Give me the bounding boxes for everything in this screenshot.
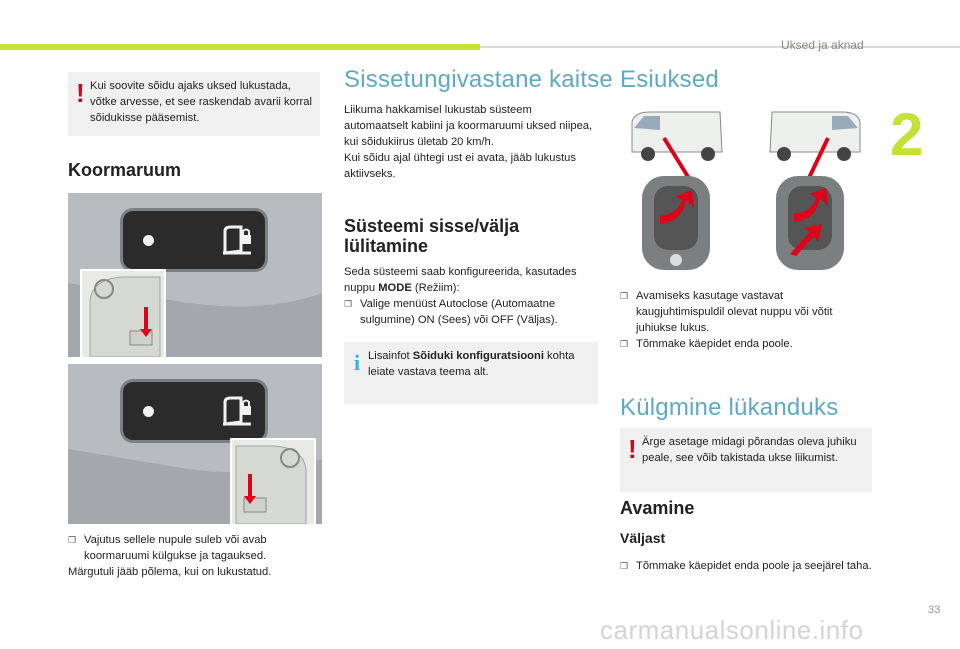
heading-outside: Väljast [620, 530, 666, 546]
lock-button-panel [123, 211, 265, 269]
indicator-light-icon [143, 235, 154, 246]
section-title: Uksed ja aknad [781, 38, 864, 52]
list-item [620, 288, 874, 336]
van-left-icon [632, 112, 722, 180]
door-lock-icon [221, 394, 255, 428]
info-note-text [368, 348, 592, 380]
list-item-text: Tõmmake käepidet enda poole. [636, 338, 793, 350]
outside-bullets [620, 558, 874, 574]
door-lock-icon [221, 223, 255, 257]
cab-diagram-inset [80, 269, 166, 357]
cab-door-diagram [82, 271, 164, 357]
heading-koormaruum: Koormaruum [68, 160, 182, 180]
list-item-text: Avamiseks kasutage vastavat kaugjuhtimispuldil olevat nuppu või võtit juhiukse lukus. [636, 290, 833, 334]
heading-sliding-door: Külgmine lükanduks [620, 394, 839, 421]
info-text-start: Lisainfot [368, 350, 413, 362]
page-number: 33 [928, 604, 941, 616]
info-link-text: Sõiduki konfiguratsiooni [412, 350, 544, 362]
chapter-number: 2 [890, 101, 924, 168]
heading-anti-intrusion: Sissetungivastane kaitse [344, 66, 613, 93]
config-text-start: Seda süsteemi saab konfigureerida, kasutades nuppu [344, 266, 577, 294]
exclamation-warning-icon: ! [76, 78, 85, 108]
heading-line-2: lülitamine [344, 236, 429, 256]
warning-note-text: Ärge asetage midagi põrandas oleva juhiku peale, see võib takistada ukse liikumist. [642, 436, 857, 464]
watermark: carmanualsonline.info [600, 615, 864, 645]
accent-bar [0, 44, 480, 50]
lock-button-panel-2 [123, 382, 265, 440]
config-paragraph [344, 264, 598, 328]
info-text-end: kohta leiate vastava teema alt. [368, 350, 575, 378]
door-handle-icon [642, 176, 710, 270]
list-item [344, 296, 598, 328]
heading-front-doors: Esiuksed [620, 66, 719, 93]
warning-note-text: Kui soovite sõidu ajaks uksed lukustada, võtke arvesse, et see raskendab avarii korral sõidukisse pääsemist. [90, 80, 312, 124]
heading-line-1: Süsteemi sisse/välja [344, 216, 520, 236]
heading-system-toggle [344, 216, 519, 256]
warning-note [68, 72, 320, 136]
list-item-text: Vajutus sellele nupule suleb või avab koormaruumi külgukse ja tagauksed. [84, 534, 267, 562]
cargo-lock-button-photo-1 [68, 193, 322, 357]
list-item [620, 558, 874, 574]
heading-opening: Avamine [620, 498, 695, 518]
front-door-illustration [620, 104, 874, 274]
indicator-paragraph: Märgutuli jääb põlema, kui on lukustatud. [68, 566, 272, 578]
list-item-text: Tõmmake käepidet enda poole ja seejärel taha. [636, 560, 872, 572]
indicator-light-icon [143, 406, 154, 417]
square-bullet-icon: ❒ [620, 291, 629, 301]
config-text [344, 264, 598, 296]
sliding-warning-note [620, 428, 872, 492]
van-handle-diagram [620, 104, 874, 274]
square-bullet-icon: ❒ [620, 339, 629, 349]
header-rule [480, 46, 960, 48]
exclamation-warning-icon: ! [628, 434, 637, 464]
config-text-end: (Režiim): [411, 282, 460, 294]
cab-door-diagram [232, 440, 314, 524]
square-bullet-icon: ❒ [620, 561, 629, 571]
anti-intrusion-paragraph: Liikuma hakkamisel lukustab süsteem automaatselt kabiini ja koormaruumi uksed niipea, kui sõidukiirus ületab 20 km/h. Kui sõidu ajal ühtegi ust ei avata, jääb lukustus aktiivseks. [344, 104, 593, 180]
door-handle-icon-2 [776, 176, 844, 270]
front-door-bullets [620, 288, 874, 352]
square-bullet-icon: ❒ [344, 299, 353, 309]
mode-button-label: MODE [378, 282, 412, 294]
list-item-text: Valige menüüst Autoclose (Automaatne sulgumine) ON (Sees) või OFF (Väljas). [360, 298, 558, 326]
info-note [344, 342, 598, 404]
cargo-lock-button-photo-2 [68, 364, 322, 524]
list-item [68, 532, 322, 564]
cargo-bullet-list [68, 532, 322, 580]
info-i-icon: i [354, 350, 361, 375]
list-item [620, 336, 874, 352]
square-bullet-icon: ❒ [68, 535, 77, 545]
van-right-icon [770, 112, 860, 180]
cab-diagram-inset-2 [230, 438, 316, 524]
